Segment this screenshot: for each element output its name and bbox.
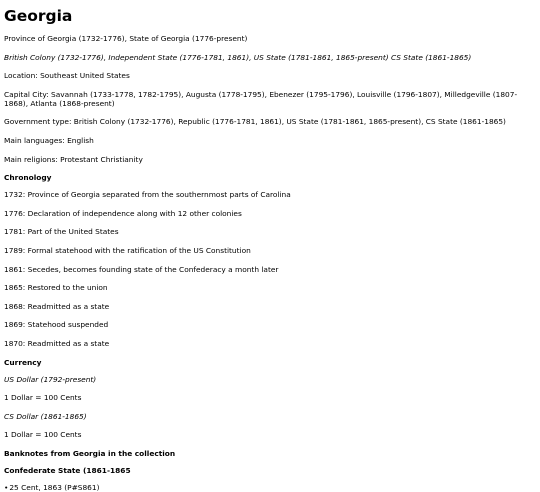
chronology-item: 1861: Secedes, becomes founding state of the Confederacy a month later xyxy=(4,264,279,274)
chronology-item: 1869: Statehood suspended xyxy=(4,320,109,330)
location-line: Location: Southeast United States xyxy=(4,71,130,81)
cs-dollar-units: 1 Dollar = 100 Cents xyxy=(4,430,82,440)
banknote-link[interactable]: 25 Cent, 1863 (P#S861) xyxy=(9,482,100,492)
page-title: Georgia xyxy=(4,7,73,25)
names-line: Province of Georgia (1732-1776), State of Georgia (1776-present) xyxy=(4,34,248,43)
banknotes-heading: Banknotes from Georgia in the collection xyxy=(4,448,176,458)
us-dollar-units: 1 Dollar = 100 Cents xyxy=(4,393,82,403)
chronology-item: 1776: Declaration of independence along with 12 other colonies xyxy=(4,208,242,218)
us-dollar-name: US Dollar (1792-present) xyxy=(4,374,97,384)
languages-line: Main languages: English xyxy=(4,135,94,145)
chronology-item: 1870: Readmitted as a state xyxy=(4,338,110,348)
polities-line: British Colony (1732-1776), Independent State (1776-1781, 1861), US State (1781-1861, 1865-present) CS State (1861-1865) xyxy=(4,52,472,62)
religions-line: Main religions: Protestant Christianity xyxy=(4,154,143,164)
bullet-icon: • xyxy=(4,482,9,492)
chronology-item: 1865: Restored to the union xyxy=(4,283,108,293)
banknotes-subheading: Confederate State (1861-1865 xyxy=(4,465,131,475)
currency-heading: Currency xyxy=(4,357,42,367)
chronology-item: 1781: Part of the United States xyxy=(4,227,119,237)
chronology-item: 1789: Formal statehood with the ratification of the US Constitution xyxy=(4,245,251,255)
capital-line: Capital City: Savannah (1733-1778, 1782-1795), Augusta (1778-1795), Ebenezer (1795-1796), Louisville (1796-1807), Milledgeville (1807-1868), Atlanta (1868-present) xyxy=(4,89,518,108)
government-line: Government type: British Colony (1732-1776), Republic (1776-1781, 1861), US State (1781-1861, 1865-present), CS State (1861-1865) xyxy=(4,117,506,127)
cs-dollar-name: CS Dollar (1861-1865) xyxy=(4,411,87,421)
chronology-item: 1732: Province of Georgia separated from the southernmost parts of Carolina xyxy=(4,190,291,200)
chronology-heading: Chronology xyxy=(4,173,52,183)
banknote-list-item xyxy=(4,483,536,492)
chronology-item: 1868: Readmitted as a state xyxy=(4,301,110,311)
